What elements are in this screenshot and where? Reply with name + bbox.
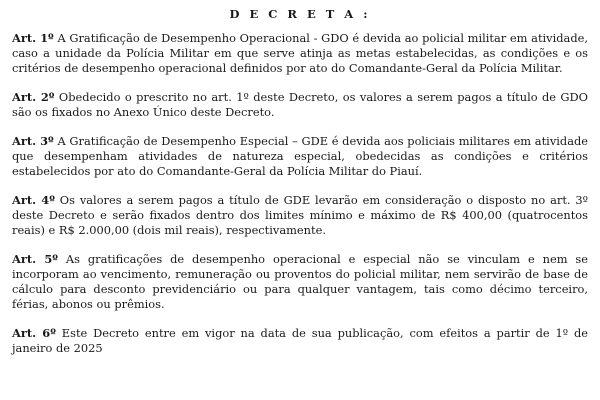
article-text: Os valores a serem pagos a título de GDE levarão em consideração o disposto no art. 3º deste Decreto e serão fixados dentro dos limites mínimo e máximo de R$ 400,00 (quatrocentos reais) e R$ 2.000,00 (dois mil reais), respectivamente. [12,193,588,237]
article-number: Art. 5º [12,252,58,266]
article-text: Este Decreto entre em vigor na data de sua publicação, com efeitos a partir de 1º de janeiro de 2025 [12,326,588,355]
article-2 [12,90,588,120]
article-text: A Gratificação de Desempenho Operacional - GDO é devida ao policial militar em atividade, caso a unidade da Polícia Militar em que serve atinja as metas estabelecidas, as condições e os critérios de desempenho operacional definidos por ato do Comandante-Geral da Polícia Militar. [12,31,588,75]
article-4 [12,193,588,238]
article-5 [12,252,588,312]
article-number: Art. 1º [12,31,54,45]
article-6 [12,326,588,356]
article-3 [12,134,588,179]
article-number: Art. 3º [12,134,54,148]
decree-heading: D E C R E T A : [229,7,371,21]
article-number: Art. 2º [12,90,55,104]
article-text: As gratificações de desempenho operacional e especial não se vinculam e nem se incorporam ao vencimento, remuneração ou proventos do policial militar, nem servirão de base de cálculo para desconto previdenciário ou para qualquer vantagem, tais como décimo terceiro, férias, abonos ou prêmios. [12,252,589,311]
article-number: Art. 4º [12,193,55,207]
article-text: A Gratificação de Desempenho Especial – GDE é devida aos policiais militares em atividade que desempenham atividades de natureza especial, obedecidas as condições e critérios estabelecidos por ato do Comandante-Geral da Polícia Militar do Piauí. [12,134,589,178]
article-text: Obedecido o prescrito no art. 1º deste Decreto, os valores a serem pagos a título de GDO são os fixados no Anexo Único deste Decreto. [12,90,588,119]
article-1 [12,31,588,76]
article-number: Art. 6º [12,326,56,340]
